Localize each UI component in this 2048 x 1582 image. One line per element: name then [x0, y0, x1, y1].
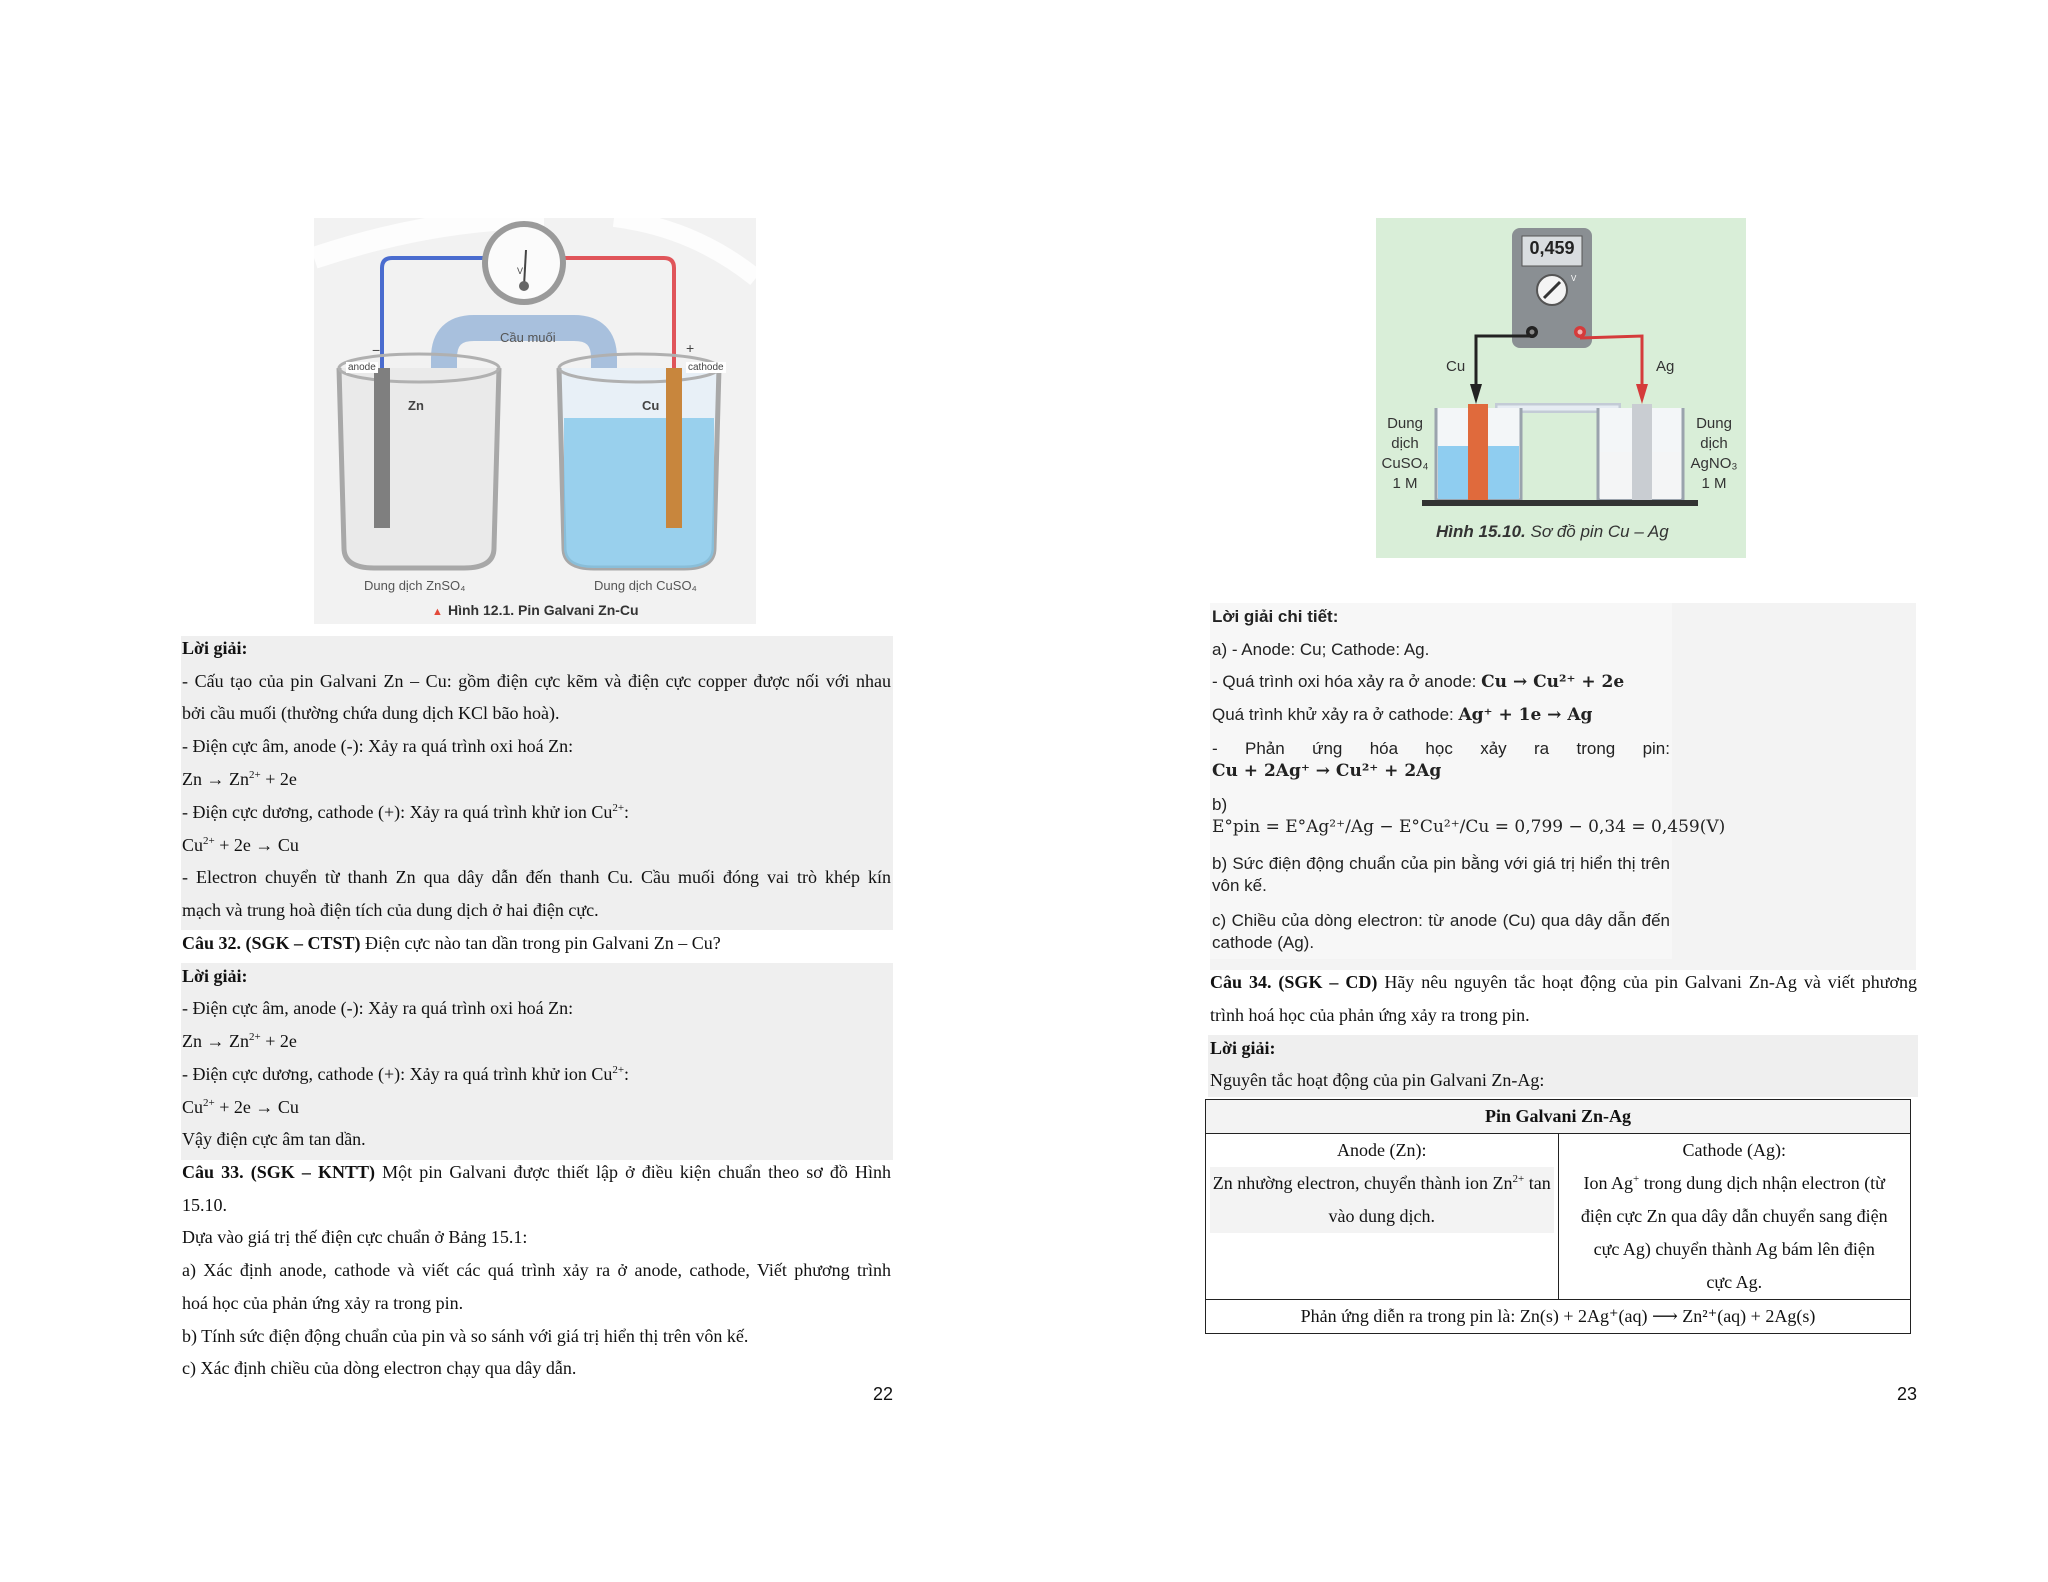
zn-electrode-label: Zn — [408, 398, 424, 413]
reaction-cell: Phản ứng diễn ra trong pin là: Zn(s) + 2Ag⁺(aq) ⟶ Zn²⁺(aq) + 2Ag(s) — [1206, 1300, 1911, 1334]
solution-2-line-5: Vậy điện cực âm tan dần. — [182, 1129, 366, 1149]
minus-sign: − — [372, 342, 381, 358]
question-33-line-1: Câu 33. (SGK – KNTT) Một pin Galvani được thiết lập ở điều kiện chuẩn theo sơ đồ Hình — [182, 1162, 891, 1182]
left-solution-label: Dung dịch CuSO₄ 1 M — [1381, 415, 1429, 492]
question-33-line-7: c) Xác định chiều của dòng electron chạy qua dây dẫn. — [182, 1358, 577, 1378]
figure-cu-ag-cell — [1376, 218, 1746, 558]
figure-caption: Hình 12.1. Pin Galvani Zn-Cu — [448, 602, 639, 618]
cathode-line-2: điện cực Zn qua dây dẫn chuyển sang điện — [1580, 1206, 1888, 1226]
page-number-right: 23 — [1897, 1384, 1918, 1404]
detailed-line-a3: Quá trình khử xảy ra ở cathode: Ag⁺ + 1e → Ag — [1212, 705, 1593, 725]
solution-2-line-1: - Điện cực âm, anode (-): Xảy ra quá trình oxi hoá Zn: — [182, 998, 574, 1018]
solution-1-line-6: $Cu^{2+} + 2e \to Cu$ — [182, 835, 299, 855]
cathode-line-3: cực Ag) chuyển thành Ag bám lên điện — [1593, 1239, 1875, 1259]
solution-2-line-3: - Điện cực dương, cathode (+): Xảy ra quá trình khử ion $Cu^{2+}$: — [182, 1064, 630, 1084]
detailed-line-c-2: cathode (Ag). — [1212, 933, 1315, 952]
solution-1-line-8: mạch và trung hoà điện tích của dung dịch ở hai điện cực. — [182, 900, 599, 920]
cathode-cell — [1558, 1134, 1911, 1300]
table-electrode-row — [1206, 1134, 1911, 1300]
figure-galvanic-zn-cu — [314, 218, 756, 624]
detailed-line-b2-1: b) Sức điện động chuẩn của pin bằng với giá trị hiển thị trên — [1212, 854, 1670, 873]
solution-1-line-1: - Cấu tạo của pin Galvani Zn – Cu: gồm điện cực kẽm và điện cực copper được nối với nhau — [182, 671, 891, 691]
right-solution-label: Dung dịch CuSO₄ — [594, 578, 697, 593]
cathode-title: Cathode (Ag): — [1682, 1140, 1786, 1160]
voltmeter-unit-label: V — [517, 266, 524, 276]
question-33-line-6: b) Tính sức điện động chuẩn của pin và so sánh với giá trị hiển thị trên vôn kế. — [182, 1326, 749, 1346]
question-33-line-2: 15.10. — [182, 1195, 227, 1215]
left-solution-label: Dung dịch ZnSO₄ — [364, 578, 466, 593]
page-number-left: 22 — [873, 1384, 894, 1404]
solution-1-line-2: bởi cầu muối (thường chứa dung dịch KCl bão hoà). — [182, 703, 560, 723]
detailed-line-a4-equation: Cu + 2Ag⁺ → Cu²⁺ + 2Ag — [1212, 761, 1442, 781]
anode-line-2: vào dung dịch. — [1210, 1200, 1554, 1233]
solution-1-title: Lời giải: — [182, 638, 248, 658]
table-reaction-row — [1206, 1300, 1911, 1334]
plus-sign: + — [686, 340, 695, 356]
solution-1-line-7: - Electron chuyển từ thanh Zn qua dây dẫn đến thanh Cu. Cầu muối đóng vai trò khép kín — [182, 867, 891, 887]
detailed-line-b2-2: vôn kế. — [1212, 876, 1267, 895]
cu-electrode-label: Cu — [642, 398, 660, 413]
detailed-line-b-label: b) — [1212, 795, 1228, 814]
cathode-line-4: cực Ag. — [1706, 1272, 1763, 1292]
detailed-line-b-equation: E°pin = E°Ag²⁺/Ag − E°Cu²⁺/Cu = 0,799 − 0,34 = 0,459(V) — [1212, 817, 1726, 837]
solution-2-title: Lời giải: — [182, 966, 248, 986]
question-33-line-5: hoá học của phản ứng xảy ra trong pin. — [182, 1293, 464, 1313]
detailed-line-c-1: c) Chiều của dòng electron: từ anode (Cu) qua dây dẫn đến — [1212, 911, 1670, 930]
meter-reading: 0,459 — [1529, 238, 1575, 258]
cu-ag-cell-diagram — [1376, 218, 1746, 558]
question-33-line-4: a) Xác định anode, cathode và viết các quá trình xảy ra ở anode, cathode, Viết phương trình — [182, 1260, 891, 1280]
question-32: Câu 32. (SGK – CTST) Điện cực nào tan dần trong pin Galvani Zn – Cu? — [182, 933, 721, 953]
table-header: Pin Galvani Zn-Ag — [1206, 1100, 1911, 1134]
table-header-row — [1206, 1100, 1911, 1134]
detailed-line-a4: - Phản ứng hóa học xảy ra trong pin: — [1212, 739, 1670, 758]
anode-title: Anode (Zn): — [1337, 1140, 1427, 1160]
cu-electrode-label: Cu — [1446, 358, 1466, 375]
solution-1-line-3: - Điện cực âm, anode (-): Xảy ra quá trình oxi hoá Zn: — [182, 736, 574, 756]
figure-caption: Hình 15.10. Sơ đồ pin Cu – Ag — [1436, 522, 1669, 541]
question-33-line-3: Dựa vào giá trị thế điện cực chuẩn ở Bảng 15.1: — [182, 1227, 528, 1247]
galvanic-cell-diagram — [314, 218, 756, 624]
detailed-line-a1: a) - Anode: Cu; Cathode: Ag. — [1212, 640, 1430, 659]
cathode-label: cathode — [688, 362, 724, 373]
anode-cell — [1206, 1134, 1559, 1300]
solution-2-line-2: $Zn \to Zn^{2+} + 2e$ — [182, 1031, 297, 1051]
solution-1-line-5: - Điện cực dương, cathode (+): Xảy ra quá trình khử ion $Cu^{2+}$: — [182, 802, 630, 822]
zn-ag-cell-table — [1205, 1099, 1911, 1334]
anode-label: anode — [348, 362, 376, 373]
question-34-line-1: Câu 34. (SGK – CD) Hãy nêu nguyên tắc hoạt động của pin Galvani Zn-Ag và viết phương — [1210, 972, 1917, 992]
solution-1-line-4: $Zn \to Zn^{2+} + 2e$ — [182, 769, 297, 789]
salt-bridge-label: Cầu muối — [500, 330, 556, 345]
ag-electrode-label: Ag — [1656, 358, 1675, 375]
detailed-solution-title: Lời giải chi tiết: — [1212, 607, 1339, 626]
question-34-line-2: trình hoá học của phản ứng xảy ra trong pin. — [1210, 1005, 1530, 1025]
solution-2-line-4: $Cu^{2+} + 2e \to Cu$ — [182, 1097, 299, 1117]
caption-triangle-icon: ▲ — [432, 606, 443, 618]
cathode-line-1: Ion Ag+ trong dung dịch nhận electron (từ — [1583, 1173, 1885, 1193]
solution-3-title: Lời giải: — [1210, 1038, 1276, 1058]
detailed-line-a2: - Quá trình oxi hóa xảy ra ở anode: Cu → Cu²⁺ + 2e — [1212, 672, 1625, 692]
anode-line-1: Zn nhường electron, chuyển thành ion $Zn^{2+}$ tan — [1210, 1167, 1554, 1200]
meter-volt-unit: V — [1571, 274, 1577, 283]
solution-3-line-1: Nguyên tắc hoạt động của pin Galvani Zn-Ag: — [1210, 1070, 1545, 1090]
right-solution-label: Dung dịch AgNO₃ 1 M — [1690, 415, 1738, 492]
